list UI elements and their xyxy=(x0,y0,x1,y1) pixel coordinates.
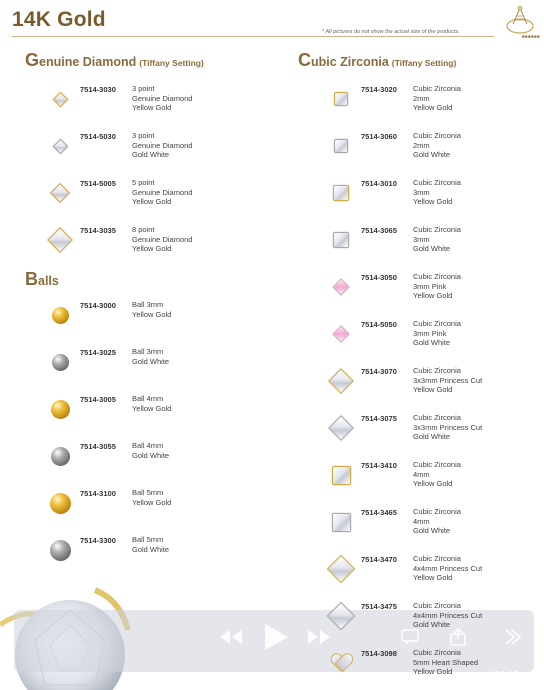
product-code: 7514-3100 xyxy=(80,489,116,498)
product-description: Cubic Zirconia 4mm Yellow Gold xyxy=(413,460,461,488)
product-7514-3060[interactable] xyxy=(321,131,461,161)
product-description: 3 point Genuine Diamond Yellow Gold xyxy=(132,84,193,112)
product-code: 7514-3055 xyxy=(80,442,116,451)
product-code: 7514-5030 xyxy=(80,132,116,141)
princess-cut-thumbnail xyxy=(328,415,353,440)
product-7514-3470[interactable] xyxy=(321,554,482,584)
product-code: 7514-3475 xyxy=(361,602,397,611)
product-7514-3100[interactable] xyxy=(40,488,171,518)
product-description: 8 point Genuine Diamond Yellow Gold xyxy=(132,225,193,253)
product-description: Cubic Zirconia 3x3mm Princess Cut Yellow Gold xyxy=(413,366,483,394)
ball-thumbnail xyxy=(51,400,70,419)
ball-thumbnail xyxy=(50,493,71,514)
product-description: 3 point Genuine Diamond Gold White xyxy=(132,131,193,159)
diamond-thumbnail xyxy=(47,227,72,252)
pink-zirconia-thumbnail xyxy=(333,326,350,343)
heart-zirconia-thumbnail xyxy=(332,654,350,672)
product-code: 7514-3010 xyxy=(361,179,397,188)
product-code: 7514-3030 xyxy=(80,85,116,94)
product-7514-3098[interactable] xyxy=(321,648,478,678)
header-divider xyxy=(12,36,494,37)
product-code: 7514-3025 xyxy=(80,348,116,357)
product-description: Cubic Zirconia 3mm Gold White xyxy=(413,225,461,253)
product-7514-3055[interactable] xyxy=(40,441,169,471)
product-description: Cubic Zirconia 5mm Heart Shaped Yellow Gold xyxy=(413,648,479,676)
product-code: 7514-3005 xyxy=(80,395,116,404)
pink-zirconia-thumbnail xyxy=(333,279,350,296)
product-7514-5050[interactable] xyxy=(321,319,461,349)
product-description: Cubic Zirconia 2mm Gold White xyxy=(413,131,461,159)
diamond-thumbnail xyxy=(50,183,70,203)
product-7514-5005[interactable] xyxy=(40,178,192,208)
product-7514-3025[interactable] xyxy=(40,347,169,377)
product-description: Cubic Zirconia 4x4mm Princess Cut Gold White xyxy=(413,601,483,629)
product-description: Ball 5mm Gold White xyxy=(132,535,170,554)
zirconia-thumbnail xyxy=(334,92,348,106)
product-code: 7514-3065 xyxy=(361,226,397,235)
product-7514-3005[interactable] xyxy=(40,394,171,424)
product-description: Ball 3mm Yellow Gold xyxy=(132,300,172,319)
product-code: 7514-3075 xyxy=(361,414,397,423)
product-7514-3300[interactable] xyxy=(40,535,169,565)
princess-cut-thumbnail xyxy=(327,602,355,630)
product-description: Cubic Zirconia 3x3mm Princess Cut Gold White xyxy=(413,413,483,441)
product-code: 7514-3050 xyxy=(361,273,397,282)
page-title: 14K Gold xyxy=(12,8,106,31)
ball-thumbnail xyxy=(51,447,70,466)
product-code: 7514-3000 xyxy=(80,301,116,310)
product-7514-3050[interactable] xyxy=(321,272,461,302)
product-code: 7514-3070 xyxy=(361,367,397,376)
product-7514-3035[interactable] xyxy=(40,225,192,255)
play-icon[interactable] xyxy=(262,622,290,652)
product-7514-3030[interactable] xyxy=(40,84,192,114)
product-description: Cubic Zirconia 3mm Pink Gold White xyxy=(413,319,461,347)
product-7514-3020[interactable] xyxy=(321,84,461,114)
product-code: 7514-5005 xyxy=(80,179,116,188)
product-description: Cubic Zirconia 3mm Yellow Gold xyxy=(413,178,461,206)
section-title-cubic-zirconia: Cubic Zirconia (Tiffany Setting) xyxy=(298,50,457,70)
zirconia-thumbnail xyxy=(332,466,351,485)
product-7514-3065[interactable] xyxy=(321,225,461,255)
product-7514-3410[interactable] xyxy=(321,460,461,490)
ball-thumbnail xyxy=(50,540,71,561)
chat-bubble-icon[interactable] xyxy=(400,628,420,646)
skip-icon[interactable] xyxy=(502,628,522,646)
section-title-balls: Balls xyxy=(25,269,59,289)
share-icon[interactable] xyxy=(448,627,468,647)
product-code: 7514-3465 xyxy=(361,508,397,517)
logo-wordmark: ■■■■■■ xyxy=(521,34,540,39)
video-duration: 1:00:10 xyxy=(486,670,520,681)
product-description: 5 point Genuine Diamond Yellow Gold xyxy=(132,178,193,206)
product-7514-3070[interactable] xyxy=(321,366,482,396)
product-7514-3075[interactable] xyxy=(321,413,482,443)
zirconia-thumbnail xyxy=(333,185,349,201)
product-code: 7514-3410 xyxy=(361,461,397,470)
product-code: 7514-5050 xyxy=(361,320,397,329)
product-7514-3465[interactable] xyxy=(321,507,461,537)
section-title-genuine-diamond: Genuine Diamond (Tiffany Setting) xyxy=(25,50,204,70)
product-code: 7514-3098 xyxy=(361,649,397,658)
product-description: Ball 3mm Gold White xyxy=(132,347,170,366)
product-code: 7514-3060 xyxy=(361,132,397,141)
diamond-thumbnail xyxy=(52,91,68,107)
product-7514-3010[interactable] xyxy=(321,178,461,208)
product-code: 7514-3035 xyxy=(80,226,116,235)
zirconia-thumbnail xyxy=(332,513,351,532)
product-description: Ball 5mm Yellow Gold xyxy=(132,488,172,507)
fast-forward-icon[interactable] xyxy=(306,628,332,646)
product-code: 7514-3020 xyxy=(361,85,397,94)
ball-thumbnail xyxy=(52,307,69,324)
princess-cut-thumbnail xyxy=(327,555,355,583)
product-description: Cubic Zirconia 2mm Yellow Gold xyxy=(413,84,461,112)
product-code: 7514-3300 xyxy=(80,536,116,545)
rewind-icon[interactable] xyxy=(218,628,244,646)
product-description: Cubic Zirconia 3mm Pink Yellow Gold xyxy=(413,272,461,300)
princess-cut-thumbnail xyxy=(328,368,353,393)
product-7514-5030[interactable] xyxy=(40,131,192,161)
product-description: Cubic Zirconia 4mm Gold White xyxy=(413,507,461,535)
product-description: Cubic Zirconia 4x4mm Princess Cut Yellow Gold xyxy=(413,554,483,582)
product-7514-3000[interactable] xyxy=(40,300,171,330)
product-description: Ball 4mm Yellow Gold xyxy=(132,394,172,413)
zirconia-thumbnail xyxy=(334,139,348,153)
product-description: Ball 4mm Gold White xyxy=(132,441,170,460)
zirconia-thumbnail xyxy=(333,232,349,248)
diamond-thumbnail xyxy=(52,138,68,154)
size-disclaimer: * All pictures do not show the actual size of the products. xyxy=(322,29,460,35)
ball-thumbnail xyxy=(52,354,69,371)
gold-ring-logo-icon xyxy=(502,2,538,38)
product-code: 7514-3470 xyxy=(361,555,397,564)
